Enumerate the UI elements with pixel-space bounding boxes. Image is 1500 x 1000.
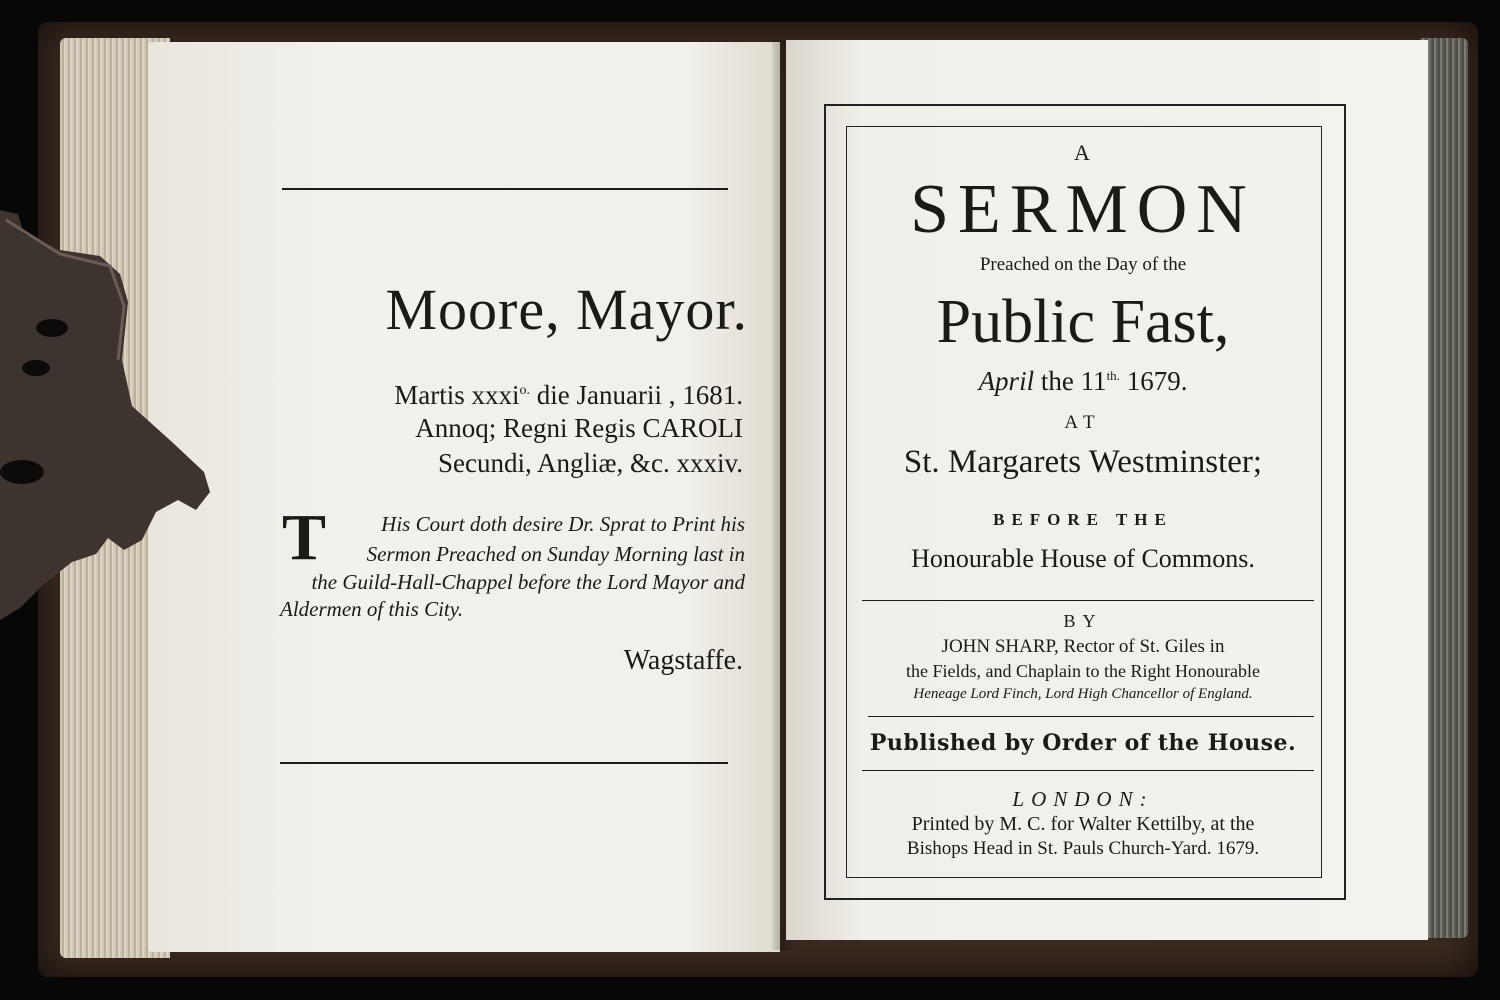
rule-2 [868,716,1314,717]
occasion: Public Fast, [936,288,1230,356]
author-line-2: the Fields, and Chaplain to the Right Honourable [906,661,1260,681]
title-sermon: SERMON [910,171,1256,248]
place: St. Margarets Westminster; [903,444,1263,480]
date-month: April [978,366,1035,396]
at-label: AT [1064,412,1102,433]
sermon-date [846,366,1320,397]
subtitle: Preached on the Day of the [979,254,1187,275]
rule-3 [862,770,1314,771]
left-bottom-rule [280,762,728,764]
order-line-1: His Court doth desire Dr. Sprat to Print his [381,512,745,536]
date-line-1-rest: die Januarii , 1681. [530,380,743,410]
title-article: A [1074,140,1092,165]
date-line-1-start: Martis xxxi [394,380,520,410]
order-line-3: the Guild-Hall-Chappel before the Lord Mayor and [311,570,745,594]
date-line-2: Annoq; Regni Regis CAROLI [415,413,743,443]
date-year: 1679. [1126,366,1188,396]
signature: Wagstaffe. [623,645,743,676]
author-line-1: JOHN SHARP, Rector of St. Giles in [941,636,1225,657]
audience: Honourable House of Commons. [911,544,1255,573]
metal-clasp-icon [0,210,210,630]
published-line: Published by Order of the House. [869,730,1297,756]
drop-cap: T [282,501,327,574]
date-day: the 11 [1040,366,1107,396]
mayor-heading: Moore, Mayor. [385,277,748,342]
by-label: BY [1063,611,1103,631]
date-line-3: Secundi, Angliæ, &c. xxxiv. [438,448,743,478]
imprint-line-1: Printed by M. C. for Walter Kettilby, at the [911,813,1255,835]
rule-1 [862,600,1314,601]
date-ordinal: o. [519,383,531,398]
left-page [148,42,780,952]
imprint-line-2: Bishops Head in St. Pauls Church-Yard. 1679. [906,838,1260,859]
author-line-3: Heneage Lord Finch, Lord High Chancellor of England. [913,686,1253,702]
before-label: BEFORE THE [993,510,1173,529]
date-day-suffix: th. [1106,368,1120,383]
date-line-1 [394,380,743,411]
left-top-rule [282,188,728,190]
order-line-2: Sermon Preached on Sunday Morning last in [366,542,745,566]
order-line-4: Aldermen of this City. [280,597,464,621]
imprint-city: LONDON: [1012,787,1154,811]
